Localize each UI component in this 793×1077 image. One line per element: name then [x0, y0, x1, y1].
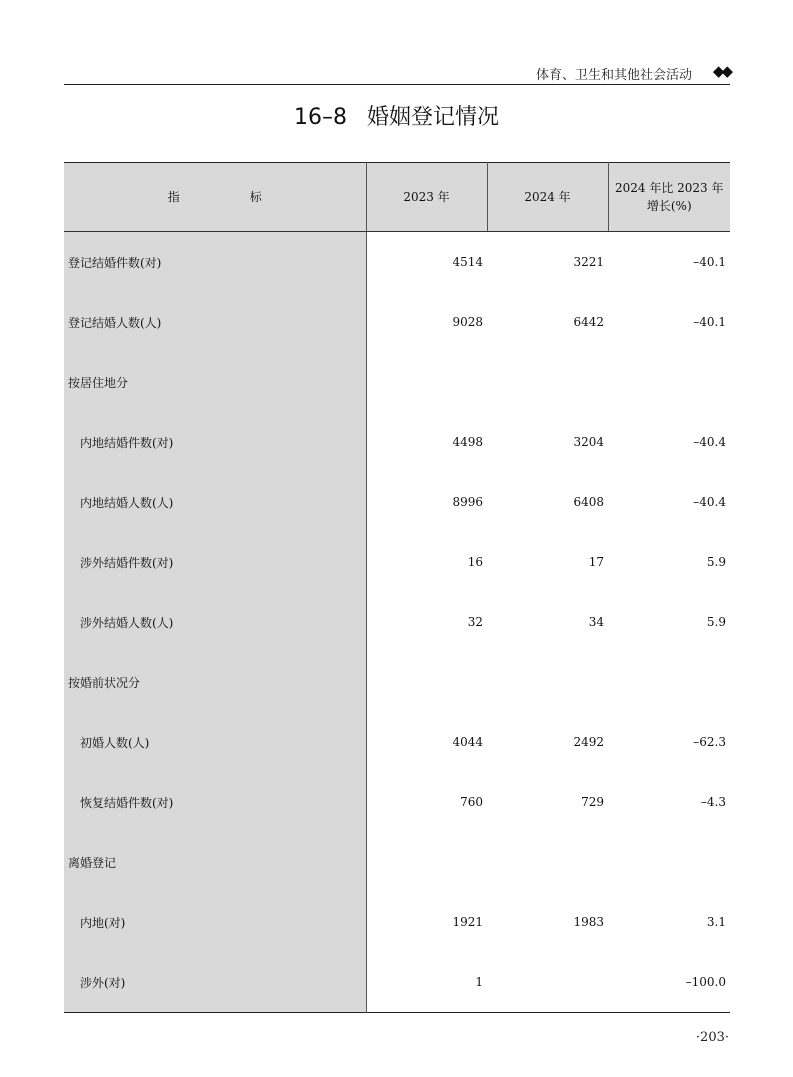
- cell-2023: 760: [460, 795, 483, 809]
- cell-2024: [487, 832, 608, 892]
- cell-2024: 34: [588, 615, 604, 629]
- row-label: 内地结婚人数(人): [64, 472, 366, 532]
- cell-2024: 3204: [573, 435, 604, 449]
- cell-growth: [608, 832, 730, 892]
- table-number: 16–8: [293, 105, 347, 130]
- cell-growth: –40.4: [693, 435, 726, 449]
- diamond-ornament-icon: ◆◆: [712, 62, 730, 80]
- table-row: [64, 472, 730, 532]
- row-label: 涉外结婚件数(对): [64, 532, 366, 592]
- table-header-row: [64, 163, 730, 232]
- table-row: [64, 892, 730, 952]
- cell-growth: 5.9: [706, 615, 726, 629]
- header-2023: 2023 年: [366, 163, 487, 232]
- table-row: [64, 652, 730, 712]
- page-number: ·203·: [695, 1030, 729, 1045]
- cell-2023: 1: [475, 975, 483, 989]
- cell-2024: 17: [588, 555, 604, 569]
- cell-2023: 8996: [452, 495, 483, 509]
- cell-growth: [608, 352, 730, 412]
- cell-growth: [608, 652, 730, 712]
- cell-2023: [366, 652, 487, 712]
- table-row: [64, 292, 730, 352]
- table-row: [64, 352, 730, 412]
- header-indicator-char-2: 标: [249, 190, 262, 204]
- table-row: [64, 412, 730, 472]
- cell-growth: –40.1: [693, 255, 726, 269]
- table-title: 婚姻登记情况: [366, 105, 499, 130]
- cell-growth: –40.1: [693, 315, 726, 329]
- marriage-registration-table: [64, 162, 730, 1013]
- header-growth-line2: 增长(%): [646, 199, 692, 213]
- table-row: [64, 832, 730, 892]
- cell-growth: –4.3: [700, 795, 726, 809]
- cell-2024: [487, 652, 608, 712]
- row-label: 按婚前状况分: [64, 652, 366, 712]
- cell-2023: 4044: [452, 735, 483, 749]
- header-2024: 2024 年: [487, 163, 608, 232]
- cell-2024: 3221: [573, 255, 604, 269]
- cell-growth: –100.0: [685, 975, 726, 989]
- cell-2024: 729: [581, 795, 604, 809]
- row-label: 登记结婚件数(对): [64, 232, 366, 293]
- cell-2024: 2492: [573, 735, 604, 749]
- table-row: [64, 952, 730, 1013]
- row-label: 涉外(对): [64, 952, 366, 1013]
- row-label: 内地(对): [64, 892, 366, 952]
- header-indicator-char-1: 指: [167, 190, 180, 204]
- row-label: 初婚人数(人): [64, 712, 366, 772]
- cell-2023: [366, 352, 487, 412]
- row-label: 登记结婚人数(人): [64, 292, 366, 352]
- cell-2024: [487, 952, 608, 1013]
- table-row: [64, 232, 730, 293]
- table-row: [64, 712, 730, 772]
- header-growth: [608, 163, 730, 232]
- cell-2023: 4498: [452, 435, 483, 449]
- cell-2023: 9028: [452, 315, 483, 329]
- row-label: 恢复结婚件数(对): [64, 772, 366, 832]
- cell-growth: 5.9: [706, 555, 726, 569]
- cell-2024: 6408: [573, 495, 604, 509]
- cell-2024: [487, 352, 608, 412]
- cell-growth: 3.1: [706, 915, 726, 929]
- table-row: [64, 772, 730, 832]
- page-title: [0, 100, 793, 131]
- header-growth-line1: 2024 年比 2023 年: [614, 181, 724, 195]
- cell-2023: [366, 832, 487, 892]
- running-head: [64, 62, 730, 85]
- row-label: 按居住地分: [64, 352, 366, 412]
- running-head-text: 体育、卫生和其他社会活动: [535, 68, 692, 83]
- cell-growth: –62.3: [693, 735, 726, 749]
- cell-2024: 1983: [573, 915, 604, 929]
- cell-2024: 6442: [573, 315, 604, 329]
- cell-2023: 4514: [452, 255, 483, 269]
- row-label: 离婚登记: [64, 832, 366, 892]
- cell-growth: –40.4: [693, 495, 726, 509]
- table-row: [64, 532, 730, 592]
- header-indicator: [64, 163, 366, 232]
- table-row: [64, 592, 730, 652]
- row-label: 涉外结婚人数(人): [64, 592, 366, 652]
- cell-2023: 1921: [452, 915, 483, 929]
- cell-2023: 32: [467, 615, 483, 629]
- cell-2023: 16: [467, 555, 483, 569]
- row-label: 内地结婚件数(对): [64, 412, 366, 472]
